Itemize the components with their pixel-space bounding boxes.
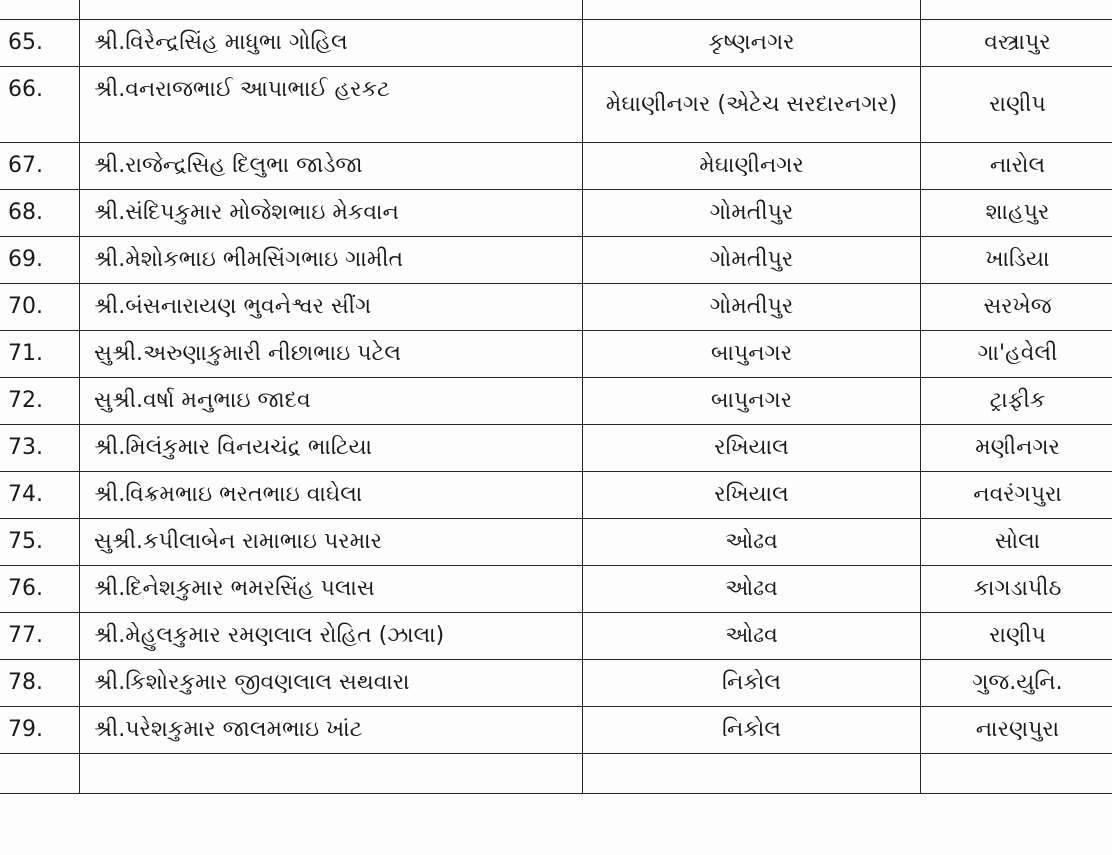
new-posting: રાણીપ — [921, 67, 1112, 143]
officer-name: સુશ્રી.કપીલાબેન રામાભાઇ પરમાર — [80, 519, 583, 566]
cell-empty — [80, 0, 583, 20]
table-row — [0, 378, 1112, 425]
table-row — [0, 613, 1112, 660]
table-row — [0, 707, 1112, 754]
serial-number: 79. — [0, 707, 80, 754]
serial-number: 65. — [0, 20, 80, 67]
new-posting: નારોલ — [921, 143, 1112, 190]
cell-empty — [921, 0, 1112, 20]
officer-name: શ્રી.બંસનારાયણ ભુવનેશ્વર સીંગ — [80, 284, 583, 331]
serial-number: 72. — [0, 378, 80, 425]
current-posting: મેઘાણીનગર (એટેચ સરદારનગર) — [583, 67, 921, 143]
current-posting: ગોમતીપુર — [583, 190, 921, 237]
officer-name: શ્રી.રાજેન્દ્રસિહ દિલુભા જાડેજા — [80, 143, 583, 190]
cell-empty — [0, 0, 80, 20]
serial-number: 73. — [0, 425, 80, 472]
serial-number: 66. — [0, 67, 80, 143]
current-posting: બાપુનગર — [583, 378, 921, 425]
new-posting: નવરંગપુરા — [921, 472, 1112, 519]
cell-empty — [80, 754, 583, 794]
serial-number: 74. — [0, 472, 80, 519]
new-posting: નારણપુરા — [921, 707, 1112, 754]
table-row — [0, 143, 1112, 190]
current-posting: ઓઢવ — [583, 566, 921, 613]
current-posting: નિકોલ — [583, 660, 921, 707]
serial-number: 76. — [0, 566, 80, 613]
current-posting: મેઘાણીનગર — [583, 143, 921, 190]
current-posting: રખિયાલ — [583, 425, 921, 472]
table-row — [0, 237, 1112, 284]
serial-number: 67. — [0, 143, 80, 190]
new-posting: ગા'હવેલી — [921, 331, 1112, 378]
officer-name: સુશ્રી.અરુણાકુમારી નીછાભાઇ પટેલ — [80, 331, 583, 378]
current-posting: ગોમતીપુર — [583, 237, 921, 284]
officer-name: શ્રી.વિક્રમભાઇ ભરતભાઇ વાઘેલા — [80, 472, 583, 519]
serial-number: 70. — [0, 284, 80, 331]
serial-number: 71. — [0, 331, 80, 378]
current-posting: ગોમતીપુર — [583, 284, 921, 331]
table-row — [0, 519, 1112, 566]
cell-empty — [583, 0, 921, 20]
serial-number: 75. — [0, 519, 80, 566]
new-posting: મણીનગર — [921, 425, 1112, 472]
cell-empty — [583, 754, 921, 794]
new-posting: ગુજ.યુનિ. — [921, 660, 1112, 707]
officer-name: શ્રી.મેહુલકુમાર રમણલાલ રોહિત (ઝાલા) — [80, 613, 583, 660]
table-row — [0, 67, 1112, 143]
officer-name: શ્રી.સંદિપકુમાર મોજેશભાઇ મેકવાન — [80, 190, 583, 237]
serial-number: 69. — [0, 237, 80, 284]
new-posting: વસ્ત્રાપુર — [921, 20, 1112, 67]
new-posting: રાણીપ — [921, 613, 1112, 660]
new-posting: સરખેજ — [921, 284, 1112, 331]
table-row — [0, 331, 1112, 378]
new-posting: ટ્રાફીક — [921, 378, 1112, 425]
table-row — [0, 284, 1112, 331]
current-posting: નિકોલ — [583, 707, 921, 754]
current-posting: ઓઢવ — [583, 519, 921, 566]
table-row-cut-top — [0, 0, 1112, 20]
cell-empty — [921, 754, 1112, 794]
officer-name: શ્રી.કિશોરકુમાર જીવણલાલ સથવારા — [80, 660, 583, 707]
table-row — [0, 566, 1112, 613]
new-posting: કાગડાપીઠ — [921, 566, 1112, 613]
new-posting: ખાડિયા — [921, 237, 1112, 284]
table-row — [0, 660, 1112, 707]
officer-name: સુશ્રી.વર્ષા મનુભાઇ જાદવ — [80, 378, 583, 425]
current-posting: ઓઢવ — [583, 613, 921, 660]
current-posting: રખિયાલ — [583, 472, 921, 519]
table-row — [0, 425, 1112, 472]
cell-empty — [0, 754, 80, 794]
table-row — [0, 20, 1112, 67]
current-posting: કૃષ્ણનગર — [583, 20, 921, 67]
table-row — [0, 472, 1112, 519]
serial-number: 68. — [0, 190, 80, 237]
new-posting: શાહપુર — [921, 190, 1112, 237]
serial-number: 78. — [0, 660, 80, 707]
table-row-cut-bottom — [0, 754, 1112, 794]
officer-name: શ્રી.દિનેશકુમાર ભમરસિંહ પલાસ — [80, 566, 583, 613]
officer-name: શ્રી.પરેશકુમાર જાલમભાઇ ખાંટ — [80, 707, 583, 754]
new-posting: સોલા — [921, 519, 1112, 566]
officer-name: શ્રી.મિલંકુમાર વિનયચંદ્ર ભાટિયા — [80, 425, 583, 472]
serial-number: 77. — [0, 613, 80, 660]
officer-name: શ્રી.વનરાજભાઈ આપાભાઈ હરકટ — [80, 67, 583, 143]
table-row — [0, 190, 1112, 237]
current-posting: બાપુનગર — [583, 331, 921, 378]
officer-name: શ્રી.મેશોકભાઇ ભીમસિંગભાઇ ગામીત — [80, 237, 583, 284]
officer-name: શ્રી.વિરેન્દ્રસિંહ માધુભા ગોહિલ — [80, 20, 583, 67]
